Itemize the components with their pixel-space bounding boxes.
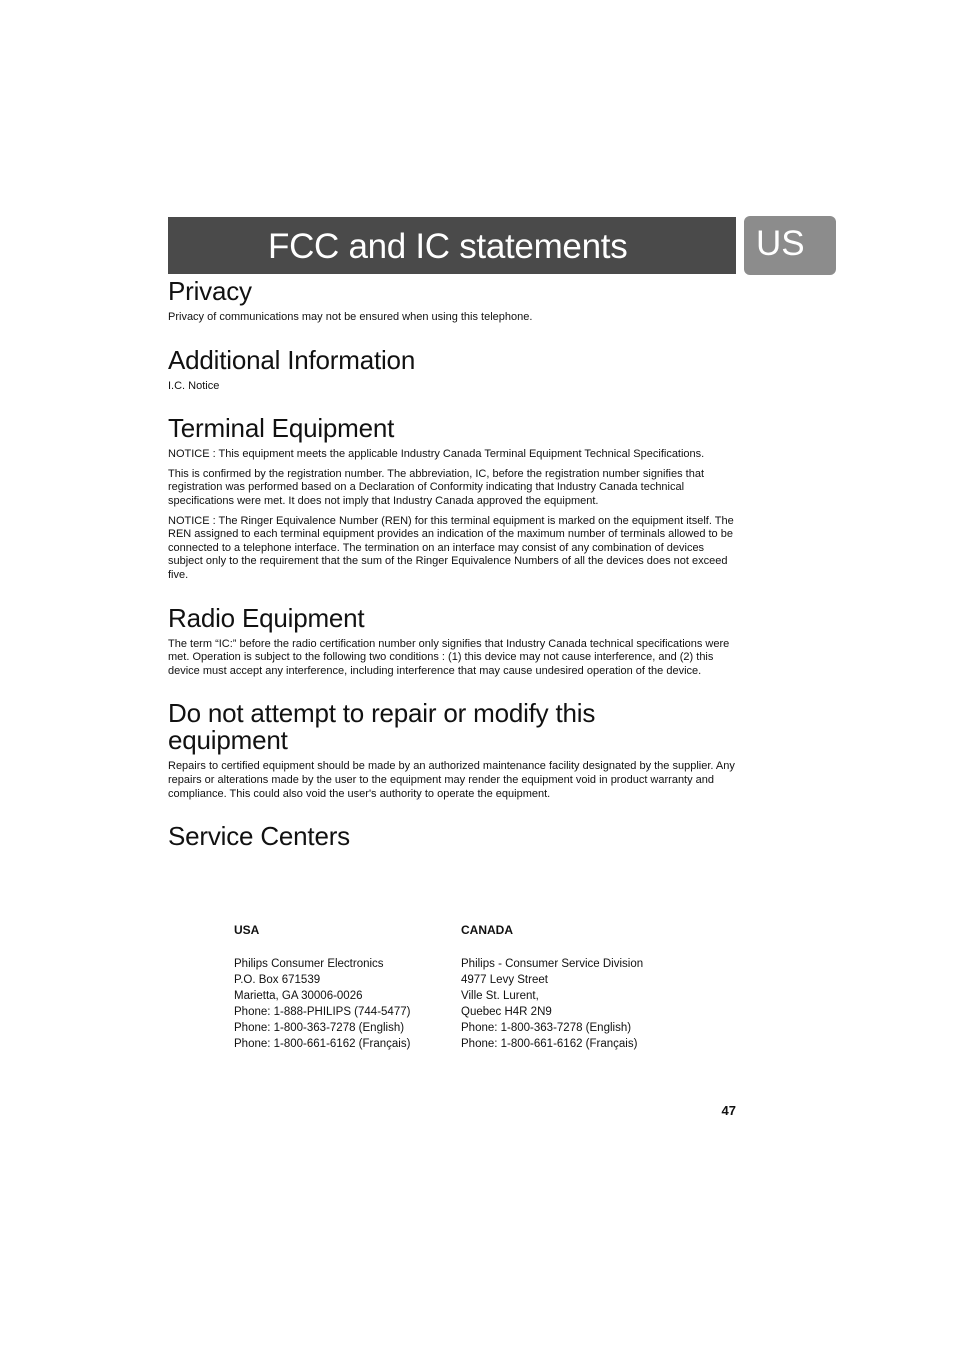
paragraph: Privacy of communications may not be ensured when using this telephone. — [168, 311, 533, 323]
document-body — [168, 278, 736, 872]
address-line: Marietta, GA 30006-0026 — [234, 990, 363, 1002]
address-line: Philips - Consumer Service Division — [461, 958, 644, 970]
phone-line: Phone: 1-800-363-7278 (English) — [461, 1022, 632, 1034]
section-additional-information — [168, 344, 736, 394]
page-title: FCC and IC statements — [268, 227, 628, 266]
section-radio-equipment — [168, 602, 736, 679]
address-line: P.O. Box 671539 — [234, 974, 321, 986]
address-line: Ville St. Lurent, — [461, 990, 539, 1002]
paragraph: NOTICE : This equipment meets the applicable Industry Canada Terminal Equipment Technical Specifications. — [168, 448, 705, 461]
service-center-canada — [461, 922, 681, 1052]
language-tab — [744, 216, 836, 275]
phone-line: Phone: 1-888-PHILIPS (744-5477) — [234, 1006, 411, 1018]
section-service-centers — [168, 823, 736, 850]
paragraph: Repairs to certified equipment should be made by an authorized maintenance facility designated by the supplier. Any repairs or alterations made by the user to the equipment may render the equipment void in product warranty and compliance. This could also void the user's authority to operate the equipment. — [168, 760, 735, 800]
paragraph: NOTICE : The Ringer Equivalence Number (REN) for this terminal equipment is marked on the equipment itself. The REN assigned to each terminal equipment provides an indication of the maximum number of terminals allowed to be connected to a telephone interface. The termination on an interface may consist of any combination of devices subject only to the requirement that the sum of the Ringer Equivalence Numbers of all the devices does not exceed five. — [168, 514, 734, 581]
page-title-bar — [168, 217, 736, 274]
section-terminal-equipment — [168, 415, 736, 582]
paragraph: This is confirmed by the registration number. The abbreviation, IC, before the registration number signifies that registration was performed based on a Declaration of Conformity indicating that Industry Canada technical specifications were met. It does not imply that Industry Canada approved the equipment. — [168, 467, 705, 507]
section-heading: Do not attempt to repair or modify this equipment — [168, 698, 596, 756]
language-tab-label: US — [756, 224, 805, 263]
phone-line: Phone: 1-800-661-6162 (Français) — [234, 1038, 411, 1050]
page-number: 47 — [721, 1103, 736, 1118]
section-privacy — [168, 278, 736, 325]
address-line: Quebec H4R 2N9 — [461, 1006, 552, 1018]
service-center-heading: USA — [234, 923, 260, 937]
section-repair-warning — [168, 700, 736, 801]
section-heading: Service Centers — [168, 821, 350, 852]
address-line: Philips Consumer Electronics — [234, 958, 384, 970]
address-line: 4977 Levy Street — [461, 974, 548, 986]
section-heading: Privacy — [168, 276, 252, 306]
paragraph: I.C. Notice — [168, 379, 220, 392]
paragraph: The term “IC:” before the radio certification number only signifies that Industry Canada technical specifications were met. Operation is subject to the following two conditions : (1) this device may not cause interference, and (2) this device must accept any interference, including interference that may cause undesired operation of the device. — [168, 637, 730, 677]
phone-line: Phone: 1-800-661-6162 (Français) — [461, 1038, 638, 1050]
phone-line: Phone: 1-800-363-7278 (English) — [234, 1022, 405, 1034]
service-center-heading: CANADA — [461, 923, 513, 937]
section-heading: Terminal Equipment — [168, 413, 395, 444]
service-center-usa — [234, 922, 454, 1052]
section-heading: Additional Information — [168, 344, 416, 375]
section-heading: Radio Equipment — [168, 602, 365, 633]
